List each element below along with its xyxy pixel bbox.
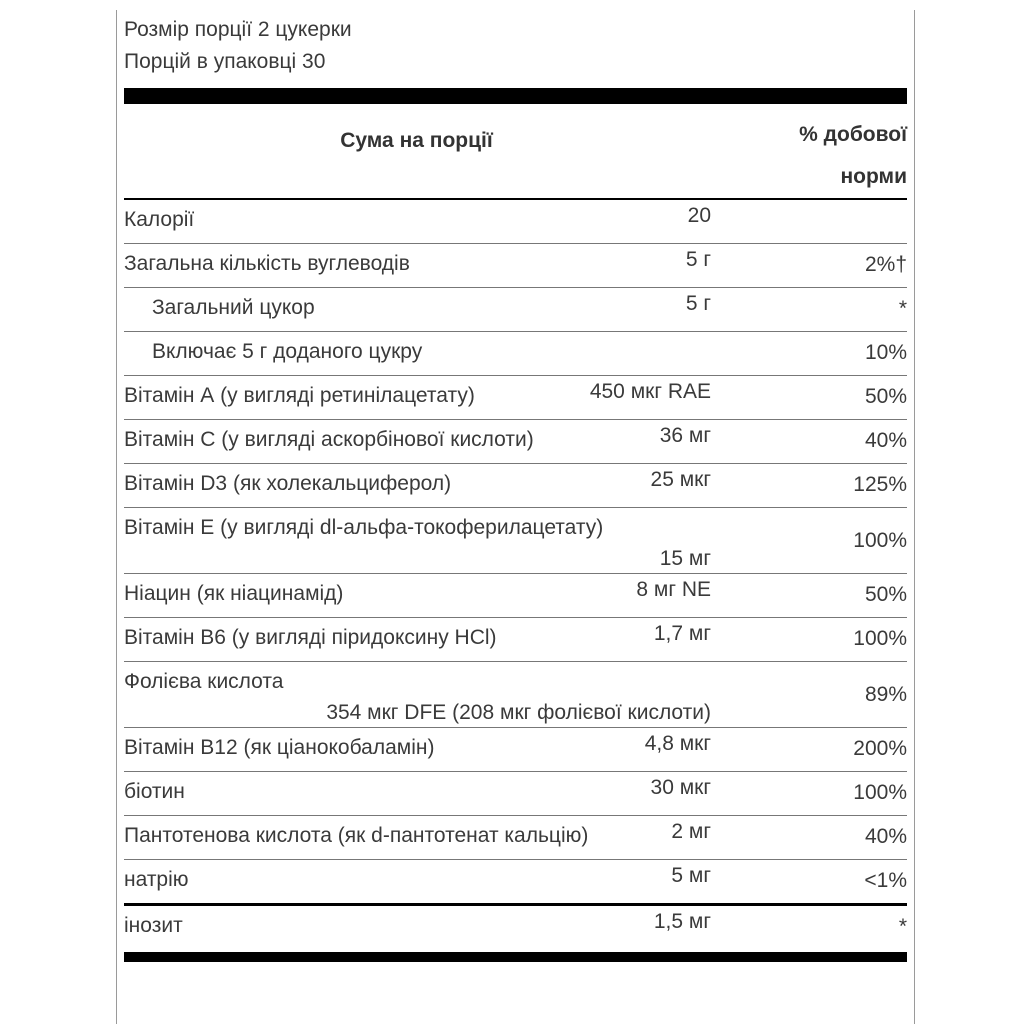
daily-value-heading	[707, 114, 907, 198]
table-row	[124, 332, 907, 376]
nutrient-dv: *	[898, 915, 907, 938]
nutrient-dv: 50%	[864, 385, 907, 408]
nutrient-dv: 89%	[864, 683, 907, 706]
nutrient-name: Вітамін А (у вигляді ретинілацетату)	[124, 384, 475, 407]
right-border-line	[914, 10, 915, 1024]
nutrient-amount: 2 мг	[671, 820, 711, 843]
table-row	[124, 662, 907, 728]
table-row	[124, 906, 907, 952]
serving-info	[124, 14, 907, 78]
nutrient-dv: 2%†	[864, 253, 907, 276]
table-row	[124, 508, 907, 574]
nutrient-dv: 50%	[864, 583, 907, 606]
nutrient-dv: *	[898, 297, 907, 320]
nutrient-dv: 125%	[853, 473, 907, 496]
nutrient-name: Вітамін С (у вигляді аскорбінової кислоти)	[124, 428, 534, 451]
amount-per-serving-heading: Сума на порції	[340, 129, 493, 152]
bottom-divider	[124, 952, 907, 962]
nutrient-amount: 8 мг NE	[636, 578, 711, 601]
table-row	[124, 618, 907, 662]
nutrient-dv: 40%	[864, 429, 907, 452]
serving-size: Розмір порції 2 цукерки	[124, 18, 352, 41]
table-row	[124, 200, 907, 244]
nutrient-name: Вітамін В6 (у вигляді піридоксину HCl)	[124, 626, 497, 649]
nutrient-amount: 30 мкг	[650, 776, 711, 799]
nutrient-amount: 354 мкг DFE (208 мкг фолієвої кислоти)	[326, 701, 711, 724]
nutrient-dv: 200%	[853, 737, 907, 760]
nutrient-amount: 5 г	[685, 292, 711, 315]
nutrient-name: Загальний цукор	[152, 296, 315, 319]
nutrient-name: Калорії	[124, 208, 195, 231]
nutrient-amount: 5 г	[685, 248, 711, 271]
nutrient-amount: 450 мкг RAE	[589, 380, 711, 403]
thick-divider	[124, 88, 907, 104]
daily-value-heading-line2: норми	[840, 165, 907, 188]
table-header	[124, 104, 907, 198]
nutrient-amount: 1,7 мг	[653, 622, 711, 645]
table-row	[124, 728, 907, 772]
nutrient-dv: 100%	[853, 781, 907, 804]
nutrient-name: Ніацин (як ніацинамід)	[124, 582, 344, 605]
nutrient-amount: 25 мкг	[650, 468, 711, 491]
nutrient-name: біотин	[124, 780, 185, 803]
nutrient-name: Вітамін Е (у вигляді dl-альфа-токоферилацетату)	[124, 516, 604, 539]
nutrient-amount: 15 мг	[659, 547, 711, 570]
nutrient-dv: 100%	[853, 529, 907, 552]
nutrient-amount: 36 мг	[659, 424, 711, 447]
table-row	[124, 376, 907, 420]
servings-per-container: Порцій в упаковці 30	[124, 50, 326, 73]
nutrient-name: Вітамін В12 (як ціанокобаламін)	[124, 736, 435, 759]
table-row	[124, 244, 907, 288]
nutrient-dv: 40%	[864, 825, 907, 848]
nutrient-dv: 10%	[864, 341, 907, 364]
nutrient-name: інозит	[124, 914, 183, 937]
nutrient-dv: <1%	[864, 869, 907, 892]
table-row	[124, 574, 907, 618]
nutrient-dv: 100%	[853, 627, 907, 650]
nutrient-amount: 4,8 мкг	[644, 732, 711, 755]
nutrient-name: натрію	[124, 868, 189, 891]
nutrient-amount: 5 мг	[671, 864, 711, 887]
left-border-line	[116, 10, 117, 1024]
nutrient-name: Вітамін D3 (як холекальциферол)	[124, 472, 452, 495]
nutrient-name: Включає 5 г доданого цукру	[152, 340, 423, 363]
table-row	[124, 816, 907, 860]
nutrient-name: Загальна кількість вуглеводів	[124, 252, 410, 275]
table-row	[124, 464, 907, 508]
nutrient-amount: 1,5 мг	[653, 910, 711, 933]
nutrient-name: Пантотенова кислота (як d-пантотенат кальцію)	[124, 824, 589, 847]
nutrient-amount: 20	[687, 204, 711, 227]
nutrient-name: Фолієва кислота	[124, 670, 284, 693]
supplement-facts-panel	[124, 14, 907, 962]
table-row	[124, 860, 907, 903]
table-row	[124, 772, 907, 816]
table-row	[124, 420, 907, 464]
table-row	[124, 288, 907, 332]
daily-value-heading-line1: % добової	[799, 123, 907, 146]
